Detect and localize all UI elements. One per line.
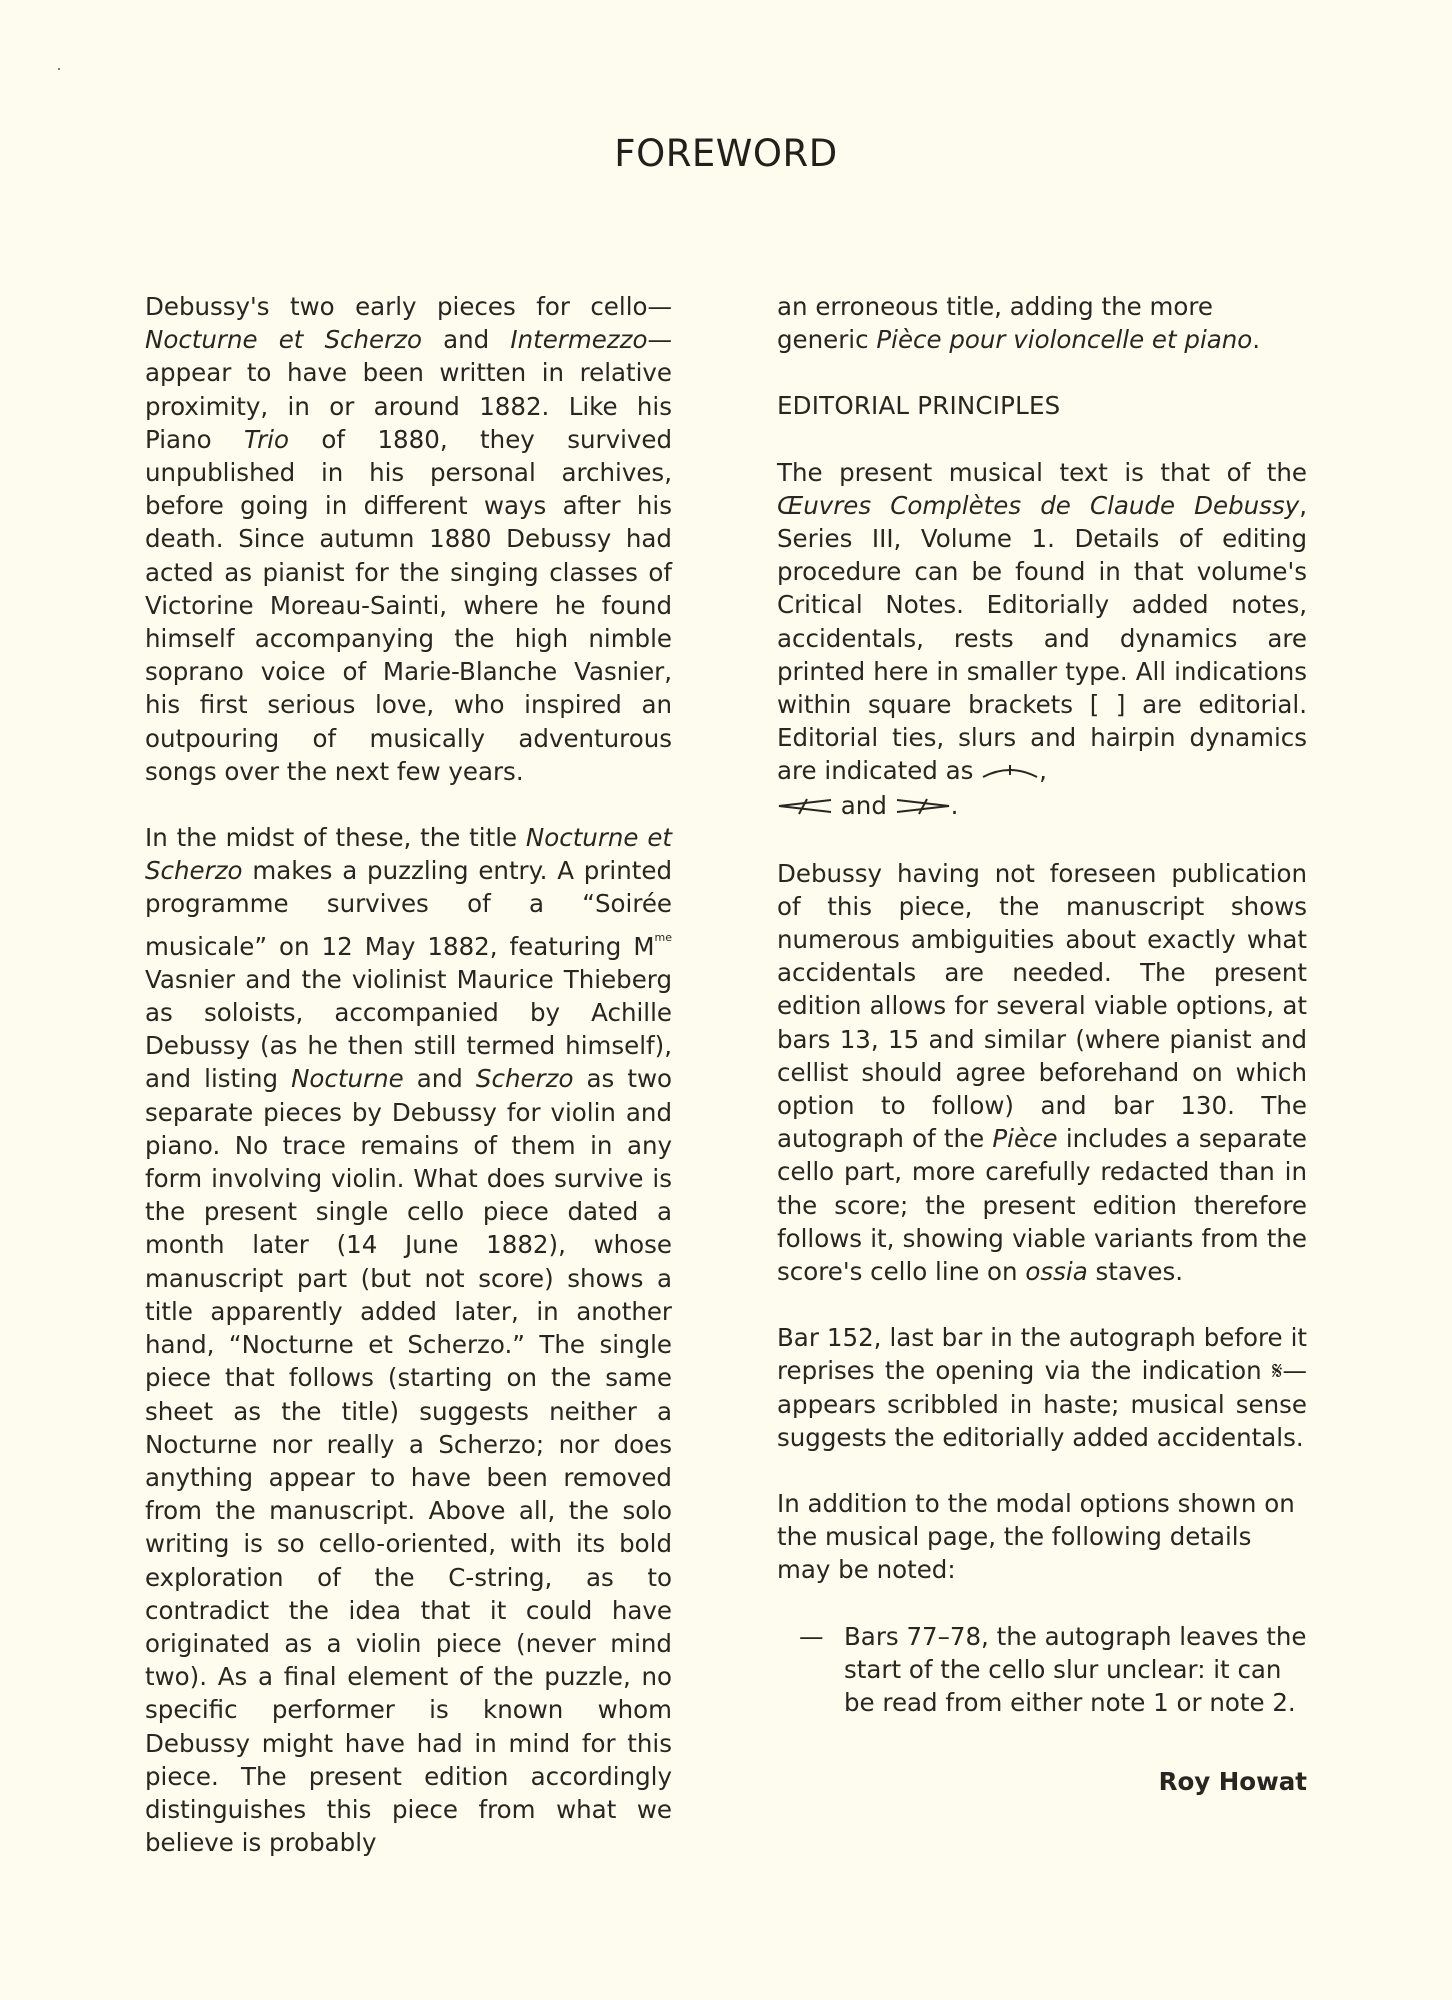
paragraph-bar-152: Bar 152, last bar in the autograph before it reprises the opening via the indication 𝄋— appears scribbled in haste; musical sense suggests the editorially added accidentals. [777, 1323, 1307, 1452]
paragraph-ambiguities: Debussy having not foreseen publication of this piece, the manuscript shows numerous ambiguities about exactly what accidentals are needed. The present edition allows for several viable options, at bars 13, 15 and similar (where pianist and cellist should agree beforehand on which option to follow) and bar 130. The autograph of the Pièce includes a separate cello part, more carefully redacted than in the score; the present edition therefore follows it, showing viable variants from the score's cello line on ossia staves. [777, 858, 1308, 1287]
paragraph-continuation: an erroneous title, adding the more generic Pièce pour violoncelle et piano. [777, 292, 1261, 355]
scan-speck [58, 68, 60, 70]
page-title: FOREWORD [614, 132, 838, 175]
paragraph-intro: Debussy's two early pieces for cello—Nocturne et Scherzo and Intermezzo— appear to have been written in relative proximity, in or around 1882. Like his Piano Trio of 1880, they survived unpublished in his personal archives, before going in different ways after his death. Since autumn 1880 Debussy had acted as pianist for the singing classes of Victorine Moreau-Sainti, where he found himself accompanying the high nimble soprano voice of Marie-Blanche Vasnier, his first serious love, who inspired an outpouring of musically adventurous songs over the next few years. [145, 292, 672, 786]
right-column [777, 290, 1307, 1799]
author-signature: Roy Howat [1158, 1767, 1307, 1797]
list-item: — Bars 77–78, the autograph leaves the start of the cello slur unclear: it can be read from either note 1 or note 2. [777, 1620, 1307, 1720]
em-dash-bullet: — [799, 1621, 824, 1651]
paragraph-details-intro: In addition to the modal options shown on the musical page, the following details may be noted: [777, 1489, 1295, 1585]
editorial-crescendo-icon [777, 790, 833, 823]
editorial-slur-icon [981, 756, 1039, 789]
editorial-diminuendo-icon [895, 790, 951, 823]
segno-icon: 𝄋 [1271, 1356, 1283, 1386]
paragraph-editorial: The present musical text is that of the Œuvres Complètes de Claude Debussy, Series III, Volume 1. Details of editing procedure can be found in that volume's Critical Notes. Editorially added notes, accidentals, rests and dynamics are printed here in smaller type. All indications within square brackets [ ] are editorial. Editorial ties, slurs and hairpin dynamics are indicated as , and . [777, 456, 1307, 824]
section-heading: EDITORIAL PRINCIPLES [777, 391, 1061, 421]
left-column [145, 290, 672, 1892]
paragraph-puzzle: In the midst of these, the title Nocturne et Scherzo makes a puzzling entry. A printed programme survives of a “Soirée musicale” on 12 May 1882, featuring $M^{me}$ Vasnier and the violinist Maurice Thieberg as soloists, accompanied by Achille Debussy (as he then still termed himself), and listing Nocturne and Scherzo as two separate pieces by Debussy for violin and piano. No trace remains of them in any form involving violin. What does survive is the present single cello piece dated a month later (14 June 1882), whose manuscript part (but not score) shows a title apparently added later, in another hand, “Nocturne et Scherzo.” The single piece that follows (starting on the same sheet as the title) suggests neither a Nocturne nor really a Scherzo; nor does anything appear to have been removed from the manuscript. Above all, the solo writing is so cello-oriented, with its bold exploration of the C-string, as to contradict the idea that it could have originated as a violin piece (never mind two). As a final element of the puzzle, no specific performer is known whom Debussy might have had in mind for this piece. The present edition accordingly distinguishes this piece from what we believe is probably [145, 823, 673, 1858]
